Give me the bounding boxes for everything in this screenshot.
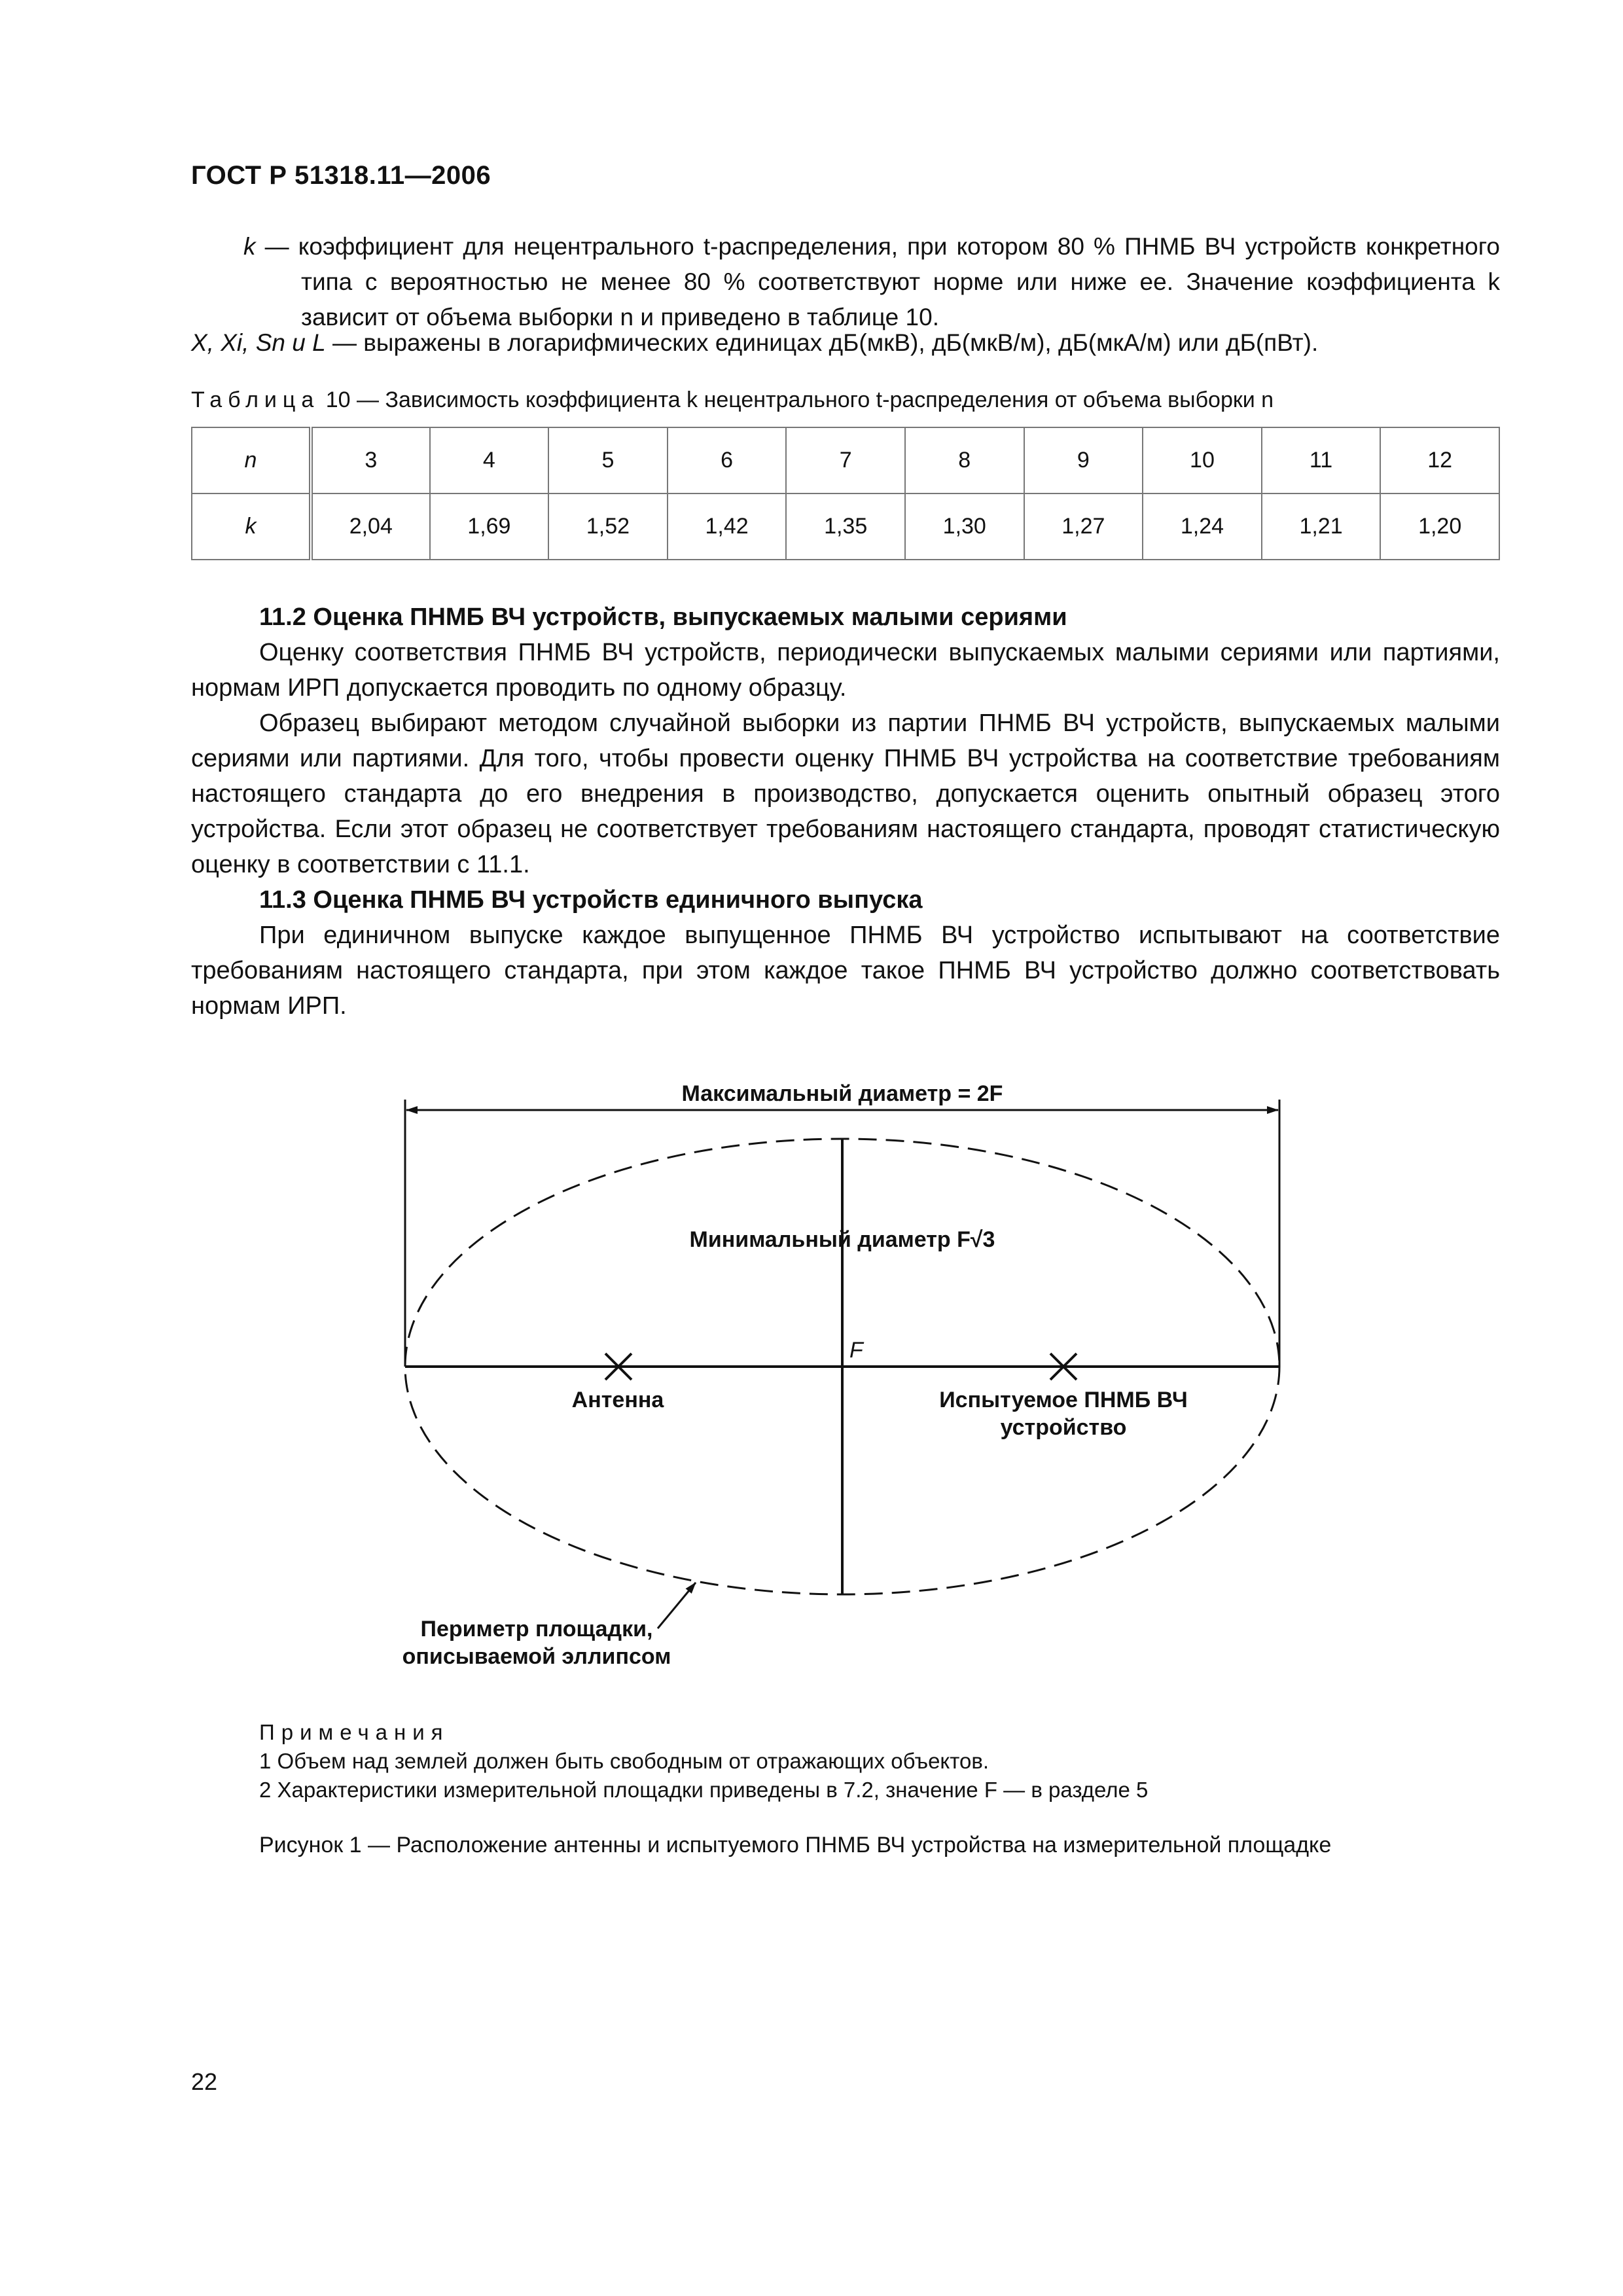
table-cell: 1,24 (1143, 493, 1262, 560)
table-cell: 2,04 (311, 493, 430, 560)
note-2: 2 Характеристики измерительной площадки приведены в 7.2, значение F — в разделе 5 (259, 1778, 1149, 1802)
figure-caption: Рисунок 1 — Расположение антенны и испытуемого ПНМБ ВЧ устройства на измерительной площадке (259, 1833, 1332, 1857)
table-cell: 11 (1262, 427, 1381, 493)
table-cell: 12 (1380, 427, 1499, 493)
section-11-2-paragraph-2: Образец выбирают методом случайной выборки из партии ПНМБ ВЧ устройств, выпускаемых малыми сериями или партиями. Для того, чтобы провести оценку ПНМБ ВЧ устройства на соответствие требованиям настоящего стандарта до его внедрения в производство, допускается оценить опытный образец этого устройства. Если этот образец не соответствует требованиям настоящего стандарта, проводят статистическую оценку в соответствии с 11.1. (191, 709, 1500, 878)
table-cell: 5 (548, 427, 668, 493)
definition-x-text: — выражены в логарифмических единицах дБ(мкВ), дБ(мкВ/м), дБ(мкА/м) или дБ(пВт). (325, 329, 1319, 356)
section-11-2-heading: 11.2 Оценка ПНМБ ВЧ устройств, выпускаемых малыми сериями (259, 603, 1067, 631)
symbol-x-group: X, Xi, Sn и L (191, 329, 326, 356)
figure-notes (259, 1718, 1148, 1804)
table-cell: 9 (1024, 427, 1143, 493)
table-cell: 1,30 (905, 493, 1024, 560)
device-label-line-2: устройство (1000, 1415, 1127, 1440)
table-cell: 6 (668, 427, 787, 493)
section-11-2-paragraph-1: Оценку соответствия ПНМБ ВЧ устройств, периодически выпускаемых малыми сериями или партиями, нормам ИРП допускается проводить по одному образцу. (191, 639, 1500, 702)
table-cell: 7 (786, 427, 905, 493)
min-diameter-label: Минимальный диаметр F√3 (689, 1227, 995, 1252)
perimeter-label-line-2: описываемой эллипсом (402, 1644, 671, 1669)
symbol-k: k (243, 233, 256, 260)
note-1: 1 Объем над землей должен быть свободным от отражающих объектов. (259, 1749, 990, 1773)
device-label-line-1: Испытуемое ПНМБ ВЧ (939, 1388, 1188, 1412)
definition-k-text: — коэффициент для нецентрального t-распределения, при котором 80 % ПНМБ ВЧ устройств конкретного типа с вероятностью не менее 80 % соответствуют норме или ниже ее. Значение коэффициента k зависит от объема выборки n и приведено в таблице 10. (255, 233, 1500, 331)
antenna-label: Антенна (571, 1388, 664, 1412)
table-cell: 1,42 (668, 493, 787, 560)
document-header: ГОСТ Р 51318.11—2006 (191, 161, 491, 190)
section-11-3-heading: 11.3 Оценка ПНМБ ВЧ устройств единичного выпуска (259, 886, 923, 914)
table-cell: 1,69 (430, 493, 549, 560)
max-diameter-label: Максимальный диаметр = 2F (681, 1081, 1003, 1106)
perimeter-leader-arrow (658, 1583, 696, 1628)
table-cell: 1,52 (548, 493, 668, 560)
section-11-3-paragraph-1: При единичном выпуске каждое выпущенное ПНМБ ВЧ устройство испытывают на соответствие требованиям настоящего стандарта, при этом каждое такое ПНМБ ВЧ устройство должно соответствовать нормам ИРП. (191, 922, 1500, 1020)
page-number: 22 (191, 2068, 218, 2095)
table-cell: 8 (905, 427, 1024, 493)
focus-label: F (849, 1338, 863, 1363)
table-cell: 1,27 (1024, 493, 1143, 560)
table-cell: 4 (430, 427, 549, 493)
table-cell: 10 (1143, 427, 1262, 493)
perimeter-label-line-1: Периметр площадки, (420, 1617, 653, 1641)
row-header-k: k (192, 493, 311, 560)
table-cell: 3 (311, 427, 430, 493)
table-caption-prefix: Таблица (191, 387, 320, 412)
table-cell: 1,21 (1262, 493, 1381, 560)
table-cell: 1,20 (1380, 493, 1499, 560)
notes-title: Примечания (259, 1720, 450, 1744)
table-cell: 1,35 (786, 493, 905, 560)
row-header-n: n (192, 427, 311, 493)
table-caption-text: 10 — Зависимость коэффициента k нецентрального t-распределения от объема выборки n (319, 387, 1274, 412)
